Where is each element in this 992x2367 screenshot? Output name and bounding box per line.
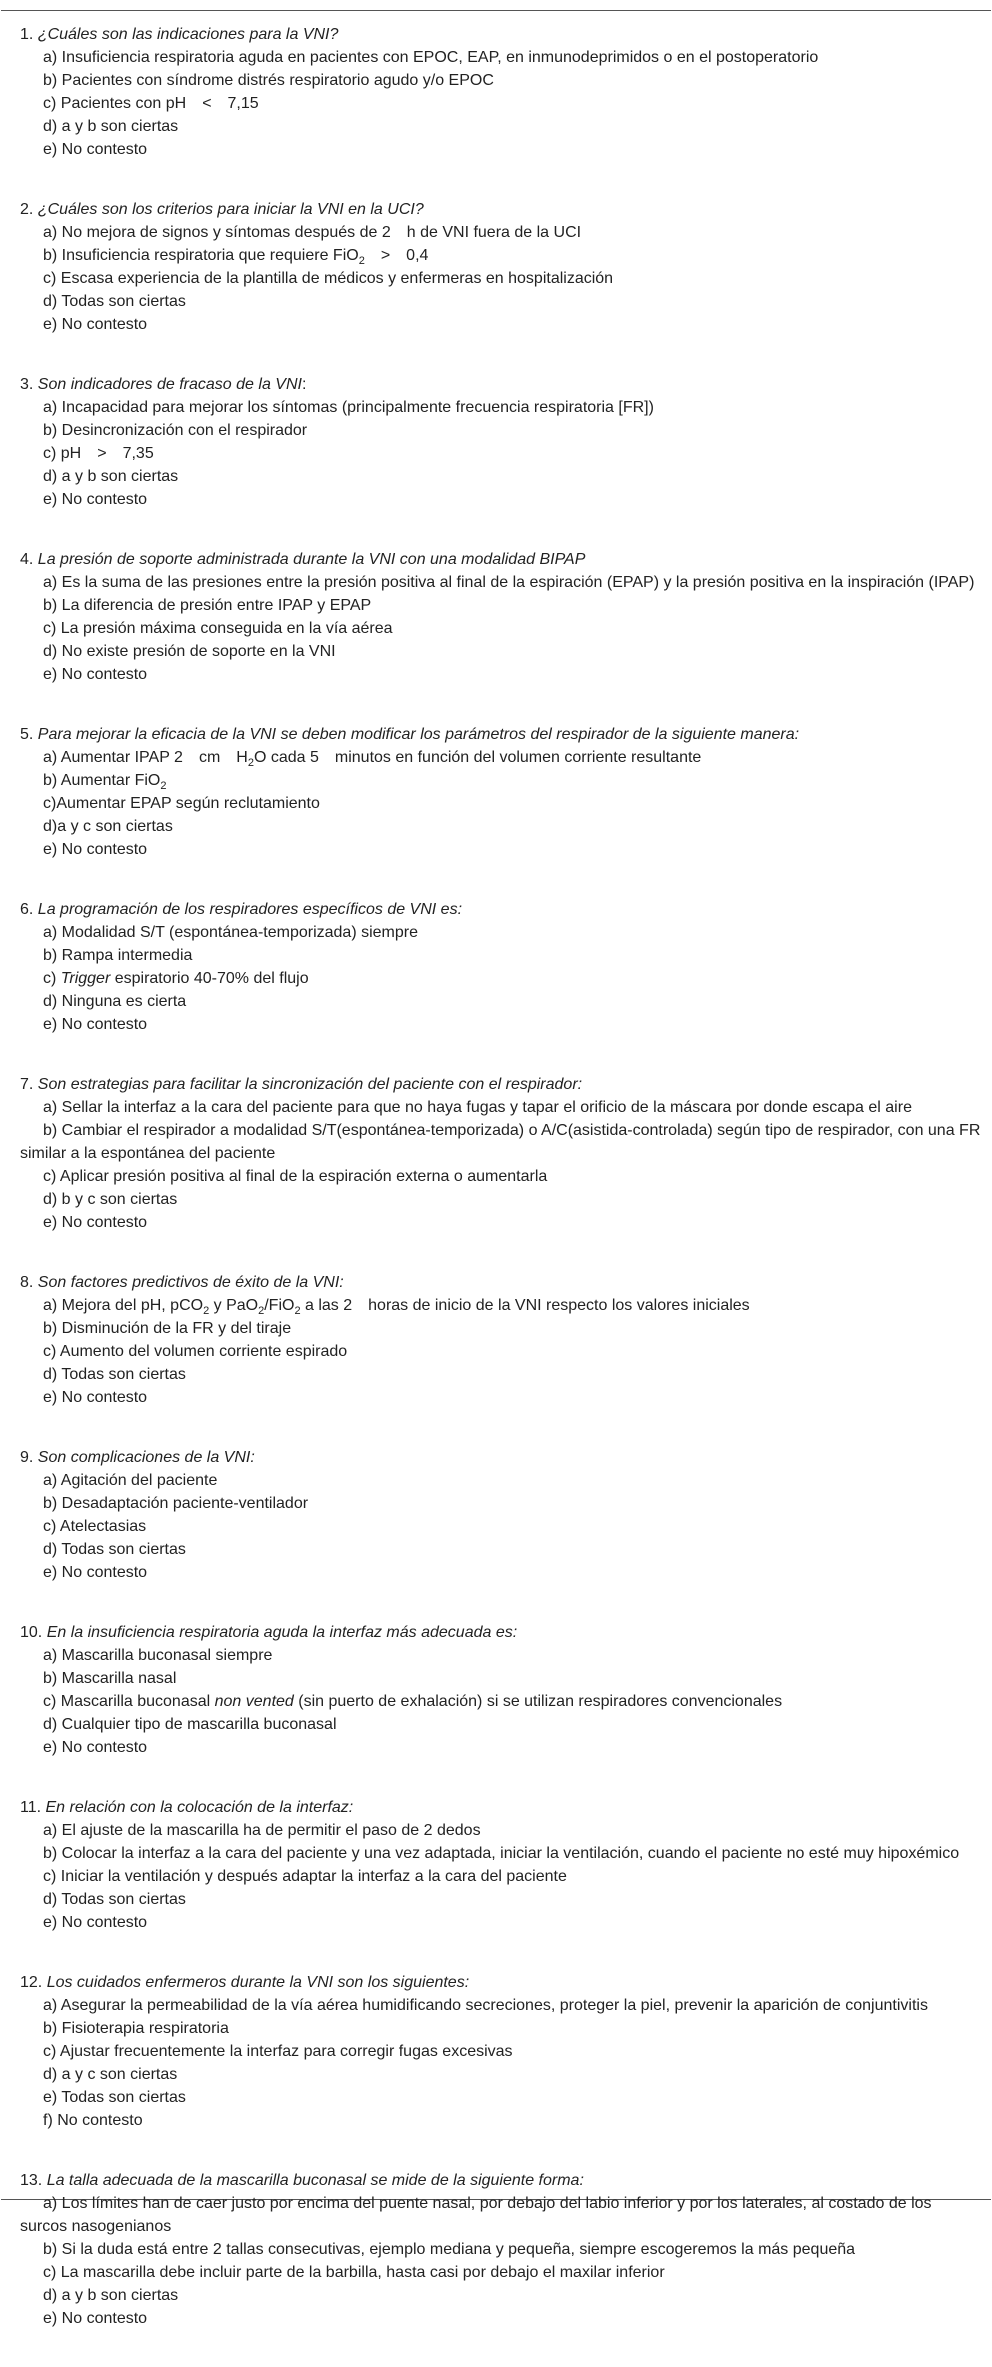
option: e) No contesto xyxy=(43,666,148,683)
option: c) La presión máxima conseguida en la vía aérea xyxy=(43,620,393,637)
question-title: 11. En relación con la colocación de la interfaz: xyxy=(20,1799,354,1816)
option: d) Ninguna es cierta xyxy=(43,993,187,1010)
option: d) Cualquier tipo de mascarilla buconasal xyxy=(43,1716,337,1733)
option: e) No contesto xyxy=(43,1914,148,1931)
question-11 xyxy=(1,1796,991,1934)
option: d) a y b son ciertas xyxy=(43,468,179,485)
option: c) Escasa experiencia de la plantilla de médicos y enfermeras en hospitalización xyxy=(43,270,614,287)
option: d) Todas son ciertas xyxy=(43,1366,186,1383)
option: e) No contesto xyxy=(43,491,148,508)
option: b) Rampa intermedia xyxy=(43,947,193,964)
option: c) Aplicar presión positiva al final de la espiración externa o aumentarla xyxy=(43,1168,548,1185)
question-title: 2. ¿Cuáles son los criterios para iniciar la VNI en la UCI? xyxy=(20,201,424,218)
option: d) No existe presión de soporte en la VNI xyxy=(43,643,336,660)
option: a) Modalidad S/T (espontánea-temporizada) siempre xyxy=(43,924,419,941)
option: c) Mascarilla buconasal non vented (sin puerto de exhalación) si se utilizan respiradores convencionales xyxy=(43,1693,783,1710)
option: a) Asegurar la permeabilidad de la vía aérea humidificando secreciones, proteger la piel, prevenir la aparición de conjuntivitis xyxy=(43,1997,928,2014)
questionnaire-table xyxy=(1,10,991,2327)
option: b) Mascarilla nasal xyxy=(43,1670,177,1687)
question-title: 7. Son estrategias para facilitar la sincronización del paciente con el respirador: xyxy=(20,1076,583,1093)
option: b) Cambiar el respirador a modalidad S/T(espontánea-temporizada) o A/C(asistida-controlada) según tipo de respirador, con una FR similar a la espontánea del paciente xyxy=(20,1122,981,1162)
option: c) Pacientes con pH < 7,15 xyxy=(43,95,259,112)
question-title: 13. La talla adecuada de la mascarilla buconasal se mide de la siguiente forma: xyxy=(20,2172,584,2189)
option: b) Colocar la interfaz a la cara del paciente y una vez adaptada, iniciar la ventilación, cuando el paciente no esté muy hipoxémico xyxy=(43,1845,960,1862)
question-7 xyxy=(1,1073,991,1234)
option: e) No contesto xyxy=(43,2310,148,2327)
option: b) Pacientes con síndrome distrés respiratorio agudo y/o EPOC xyxy=(43,72,494,89)
question-title: 12. Los cuidados enfermeros durante la VNI son los siguientes: xyxy=(20,1974,470,1991)
question-3 xyxy=(1,373,991,511)
option: e) No contesto xyxy=(43,1016,148,1033)
option: e) No contesto xyxy=(43,841,148,858)
question-13 xyxy=(1,2169,991,2330)
question-12 xyxy=(1,1971,991,2132)
question-title: 8. Son factores predictivos de éxito de la VNI: xyxy=(20,1274,344,1291)
option: e) No contesto xyxy=(43,1564,148,1581)
question-4 xyxy=(1,548,991,686)
option: a) Es la suma de las presiones entre la presión positiva al final de la espiración (EPAP) y la presión positiva en la inspiración (IPAP) xyxy=(43,574,975,591)
option: d) Todas son ciertas xyxy=(43,1891,186,1908)
option: d) a y b son ciertas xyxy=(43,2287,179,2304)
option: a) El ajuste de la mascarilla ha de permitir el paso de 2 dedos xyxy=(43,1822,481,1839)
option: c)Aumentar EPAP según reclutamiento xyxy=(43,795,320,812)
option: e) No contesto xyxy=(43,1214,148,1231)
option: e) No contesto xyxy=(43,1739,148,1756)
option: b) Fisioterapia respiratoria xyxy=(43,2020,229,2037)
option: b) Desadaptación paciente-ventilador xyxy=(43,1495,309,1512)
option: e) Todas son ciertas xyxy=(43,2089,186,2106)
question-5 xyxy=(1,723,991,861)
question-title: 3. Son indicadores de fracaso de la VNI: xyxy=(20,376,307,393)
question-1 xyxy=(1,23,991,161)
question-title: 5. Para mejorar la eficacia de la VNI se deben modificar los parámetros del respirador de la siguiente manera: xyxy=(20,726,800,743)
question-10 xyxy=(1,1621,991,1759)
option: a) Sellar la interfaz a la cara del paciente para que no haya fugas y tapar el orificio de la máscara por donde escapa el aire xyxy=(43,1099,912,1116)
question-title: 9. Son complicaciones de la VNI: xyxy=(20,1449,255,1466)
question-title: 1. ¿Cuáles son las indicaciones para la VNI? xyxy=(20,26,339,43)
option: b) Desincronización con el respirador xyxy=(43,422,308,439)
option: d) b y c son ciertas xyxy=(43,1191,178,1208)
option: d) a y c son ciertas xyxy=(43,2066,178,2083)
option: a) No mejora de signos y síntomas después de 2 h de VNI fuera de la UCI xyxy=(43,224,582,241)
option: a) Insuficiencia respiratoria aguda en pacientes con EPOC, EAP, en inmunodeprimidos o en el postoperatorio xyxy=(43,49,819,66)
option: d) Todas son ciertas xyxy=(43,293,186,310)
option: e) No contesto xyxy=(43,141,148,158)
question-2 xyxy=(1,198,991,336)
option: b) Disminución de la FR y del tiraje xyxy=(43,1320,292,1337)
option: b) La diferencia de presión entre IPAP y EPAP xyxy=(43,597,372,614)
option: a) Mascarilla buconasal siempre xyxy=(43,1647,273,1664)
option: d) Todas son ciertas xyxy=(43,1541,186,1558)
option: b) Si la duda está entre 2 tallas consecutivas, ejemplo mediana y pequeña, siempre escogeremos la más pequeña xyxy=(43,2241,856,2258)
question-title: 6. La programación de los respiradores específicos de VNI es: xyxy=(20,901,463,918)
option: a) Agitación del paciente xyxy=(43,1472,218,1489)
question-9 xyxy=(1,1446,991,1584)
question-title: 10. En la insuficiencia respiratoria aguda la interfaz más adecuada es: xyxy=(20,1624,518,1641)
question-6 xyxy=(1,898,991,1036)
option: b) Aumentar FiO$_2$ xyxy=(43,772,167,792)
option: e) No contesto xyxy=(43,1389,148,1406)
question-title: 4. La presión de soporte administrada durante la VNI con una modalidad BIPAP xyxy=(20,551,586,568)
option: a) Los límites han de caer justo por encima del puente nasal, por debajo del labio inferior y por los laterales, al costado de los surcos nasogenianos xyxy=(20,2195,932,2235)
question-8 xyxy=(1,1271,991,1409)
option: e) No contesto xyxy=(43,316,148,333)
option: c) La mascarilla debe incluir parte de la barbilla, hasta casi por debajo el maxilar inferior xyxy=(43,2264,665,2281)
option: f) No contesto xyxy=(43,2112,143,2129)
option: c) Ajustar frecuentemente la interfaz para corregir fugas excesivas xyxy=(43,2043,513,2060)
question-list xyxy=(1,23,991,2367)
option: a) Incapacidad para mejorar los síntomas (principalmente frecuencia respiratoria [FR]) xyxy=(43,399,654,416)
option: c) Trigger espiratorio 40-70% del flujo xyxy=(43,970,309,987)
option: b) Insuficiencia respiratoria que requiere FiO$_2$ > 0,4 xyxy=(43,247,429,267)
option: d)a y c son ciertas xyxy=(43,818,173,835)
option: c) Atelectasias xyxy=(43,1518,147,1535)
option: a) Mejora del pH, pCO$_2$ y PaO$_2$/FiO$_2$ a las 2 horas de inicio de la VNI respecto los valores iniciales xyxy=(43,1297,750,1317)
option: d) a y b son ciertas xyxy=(43,118,179,135)
option: a) Aumentar IPAP 2 cm $H_2O$ cada 5 minutos en función del volumen corriente resultante xyxy=(43,749,702,769)
option: c) pH > 7,35 xyxy=(43,445,154,462)
option: c) Aumento del volumen corriente espirado xyxy=(43,1343,348,1360)
option: c) Iniciar la ventilación y después adaptar la interfaz a la cara del paciente xyxy=(43,1868,567,1885)
